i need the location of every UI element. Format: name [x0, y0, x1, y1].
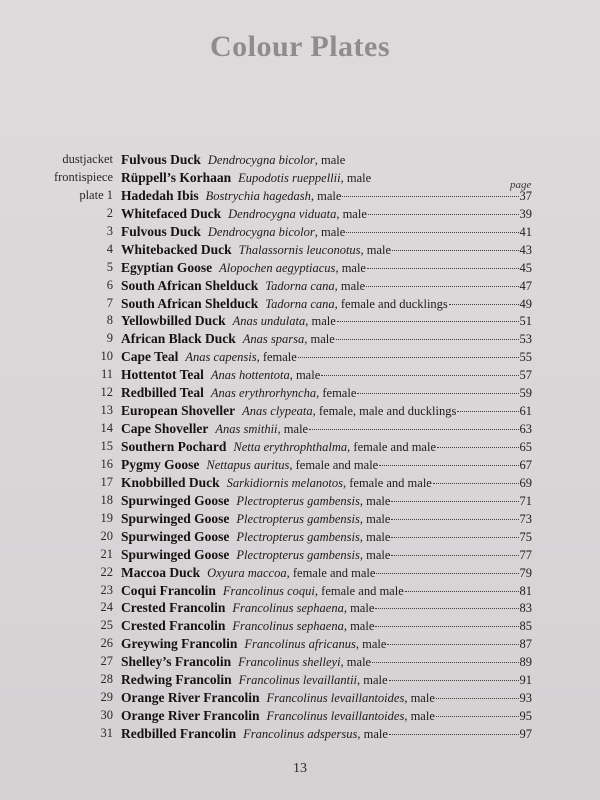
dot-leader [309, 429, 518, 430]
plate-label: 30 [100, 708, 113, 723]
dot-leader [342, 196, 518, 197]
plate-description: , male [289, 368, 321, 383]
plate-entry [0, 456, 600, 474]
common-name: Hottentot Teal [121, 367, 204, 383]
dot-leader [391, 537, 518, 538]
scientific-name: Anas capensis [185, 350, 257, 365]
plate-entry [0, 241, 600, 259]
plate-entry-text [121, 528, 532, 547]
dot-leader [389, 680, 519, 681]
plate-description: , male [357, 727, 388, 741]
page-ref: 71 [519, 493, 532, 508]
page-ref: 45 [519, 260, 532, 275]
common-name: Maccoa Duck [121, 564, 201, 580]
plate-description: , male [336, 206, 367, 221]
dot-leader [392, 250, 518, 251]
dot-leader [376, 573, 518, 574]
plate-entry-text [121, 582, 532, 601]
plate-entry [0, 223, 600, 241]
scientific-name: Thalassornis leuconotus [238, 242, 361, 257]
plate-entry [0, 635, 600, 653]
common-name: African Black Duck [121, 331, 236, 347]
scientific-name: Francolinus adspersus [243, 727, 358, 741]
plate-entry-text [121, 438, 532, 457]
plate-entry-text [121, 420, 532, 439]
scientific-name: Francolinus sephaena [232, 601, 344, 616]
scientific-name: Oxyura maccoa [207, 565, 287, 580]
plate-description: , female and ducklings [334, 296, 448, 311]
common-name: Whitebacked Duck [121, 241, 232, 257]
plate-entry [0, 492, 600, 510]
plate-entry-text [121, 223, 532, 242]
plate-entry [0, 689, 600, 707]
plate-label: 18 [100, 492, 113, 507]
plate-description: , male [355, 637, 387, 652]
scientific-name: Francolinus sephaena [232, 619, 344, 634]
dot-leader [298, 357, 519, 358]
page-ref: 43 [519, 242, 532, 257]
plate-description: , female and male [289, 457, 379, 472]
plate-label: 4 [106, 241, 113, 256]
plate-description: , male [340, 170, 372, 185]
plate-entry [0, 366, 600, 384]
plate-entry-text [121, 725, 532, 744]
scientific-name: Anas sparsa [242, 332, 305, 347]
scientific-name: Francolinus coqui [222, 583, 315, 598]
scientific-name: Nettapus auritus [206, 457, 290, 472]
dot-leader [337, 321, 519, 322]
plate-entry-text [121, 241, 532, 260]
plate-entry [0, 707, 600, 725]
page-ref: 57 [519, 368, 532, 383]
plate-entry [0, 582, 600, 600]
plate-description: , male [314, 153, 346, 167]
common-name: South African Shelduck [121, 277, 259, 293]
plate-label: 29 [100, 690, 113, 705]
page-ref: 41 [519, 224, 532, 239]
plate-description: , male [343, 619, 375, 634]
plate-entry-text [121, 689, 532, 708]
dot-leader [375, 608, 518, 609]
page-ref: 55 [519, 350, 532, 365]
scientific-name: Dendrocygna bicolor [207, 153, 315, 167]
plate-label: 5 [106, 259, 113, 274]
common-name: Orange River Francolin [121, 690, 260, 706]
plate-entry-text [121, 330, 532, 349]
plate-entry [0, 330, 600, 348]
scientific-name: Plectropterus gambensis [236, 493, 360, 508]
plate-description: , female and male [347, 440, 436, 454]
plate-label: 8 [106, 313, 113, 328]
scientific-name: Plectropterus gambensis [236, 511, 360, 526]
plate-description: , male [335, 260, 366, 275]
plate-entry [0, 205, 600, 223]
plate-entry [0, 653, 600, 671]
plate-entry [0, 295, 600, 313]
common-name: Spurwinged Goose [121, 546, 230, 562]
plate-entry-text [121, 205, 532, 224]
dot-leader [357, 393, 518, 394]
plate-entry [0, 348, 600, 366]
plate-description: , male [340, 655, 372, 670]
plate-entry [0, 725, 600, 743]
plate-description: , male [334, 278, 366, 293]
scientific-name: Dendrocygna viduata [228, 206, 337, 221]
plate-label: plate 1 [79, 187, 113, 202]
page-number: 13 [293, 761, 307, 776]
common-name: Fulvous Duck [121, 223, 201, 239]
common-name: Orange River Francolin [121, 708, 260, 724]
page-ref: 95 [519, 709, 532, 724]
plate-entry-text [121, 366, 532, 385]
scientific-name: Netta erythrophthalma [233, 440, 348, 454]
page-ref: 49 [519, 296, 532, 311]
page-title: Colour Plates [209, 30, 391, 63]
common-name: Southern Pochard [121, 439, 227, 454]
plate-entry-text [121, 384, 532, 403]
common-name: Knobbilled Duck [121, 474, 220, 490]
dot-leader [366, 286, 518, 287]
common-name: Hadedah Ibis [121, 187, 199, 203]
common-name: Spurwinged Goose [121, 510, 230, 526]
page-ref: 65 [519, 440, 532, 454]
plate-description: , male [360, 242, 392, 257]
plate-description: , male [404, 709, 435, 724]
page-ref: 37 [519, 188, 532, 203]
plate-description: , male [359, 493, 391, 508]
plate-description: , male [304, 332, 335, 347]
plate-entry-text [121, 348, 532, 367]
plate-label: 6 [106, 277, 113, 292]
dot-leader [405, 591, 519, 592]
plate-description: , male [310, 188, 342, 203]
common-name: Yellowbilled Duck [121, 313, 226, 329]
page-column-label: page [510, 179, 532, 191]
plate-label: 2 [106, 205, 113, 220]
dot-leader [436, 698, 519, 699]
page-ref: 67 [519, 457, 532, 472]
dot-leader [389, 734, 519, 735]
plate-entry-text [121, 295, 532, 314]
page-ref: 79 [519, 565, 532, 580]
common-name: European Shoveller [121, 403, 236, 419]
plate-label: dustjacket [62, 152, 113, 166]
common-name: Spurwinged Goose [121, 528, 230, 544]
plate-label: 3 [106, 223, 113, 238]
page-ref: 53 [519, 332, 532, 347]
plate-entry-text [121, 707, 532, 726]
scientific-name: Francolinus levaillantii [238, 673, 358, 688]
page-ref: 63 [519, 422, 532, 437]
plate-label: 22 [100, 564, 113, 579]
plate-description: , male [305, 314, 336, 329]
plate-label: 24 [100, 600, 113, 615]
plate-label: 14 [100, 421, 113, 436]
dot-leader [379, 465, 518, 466]
plate-entry [0, 671, 600, 689]
plate-entry [0, 564, 600, 582]
plate-entry [0, 510, 600, 528]
plate-entry [0, 151, 600, 169]
plate-description: , female and male [314, 583, 404, 598]
scientific-name: Anas smithii [215, 422, 278, 437]
dot-leader [391, 519, 518, 520]
scientific-name: Anas hottentota [210, 368, 290, 383]
dot-leader [449, 304, 519, 305]
plate-description: , male [357, 673, 388, 688]
plate-description: , female and male [286, 565, 376, 580]
dot-leader [457, 411, 518, 412]
page-ref: 51 [519, 314, 532, 329]
plate-entry-text [121, 259, 532, 278]
plate-entry-text [121, 456, 532, 475]
dot-leader [372, 662, 518, 663]
plate-label: 26 [100, 636, 113, 651]
page-ref: 75 [519, 529, 532, 544]
scientific-name: Eupodotis rueppellii [238, 170, 341, 185]
common-name: Crested Francolin [121, 600, 226, 616]
plate-description: , female [316, 386, 357, 401]
plate-entry [0, 546, 600, 564]
plate-label: 28 [100, 672, 113, 687]
plate-entry [0, 617, 600, 635]
scientific-name: Anas clypeata [242, 404, 313, 419]
plate-description: , female [256, 350, 297, 365]
dot-leader [375, 626, 518, 627]
plate-label: 7 [106, 295, 113, 310]
plate-entry [0, 312, 600, 330]
plate-label: 17 [100, 474, 113, 489]
scientific-name: Tadorna cana [265, 296, 335, 311]
plate-label: 10 [100, 349, 113, 364]
plate-entry [0, 384, 600, 402]
plate-entry-text [121, 653, 532, 672]
scientific-name: Francolinus africanus [244, 637, 356, 652]
dot-leader [346, 232, 518, 233]
plate-entry [0, 474, 600, 492]
dot-leader [336, 339, 519, 340]
common-name: Whitefaced Duck [121, 205, 222, 221]
dot-leader [368, 214, 519, 215]
plate-entry-text [121, 277, 532, 296]
page-ref: 89 [519, 655, 532, 670]
scientific-name: Plectropterus gambensis [236, 529, 360, 544]
page-ref: 87 [519, 637, 532, 652]
common-name: Redbilled Teal [121, 385, 204, 401]
scientific-name: Anas undulata [232, 314, 306, 329]
scientific-name: Sarkidiornis melanotos [226, 475, 343, 490]
dot-leader [391, 555, 518, 556]
plate-entry-text [121, 546, 532, 565]
plate-description: , male [359, 529, 391, 544]
plate-label: 9 [106, 331, 113, 346]
scientific-name: Anas erythrorhyncha [210, 386, 317, 401]
plate-label: 15 [100, 439, 113, 453]
plate-entry [0, 438, 600, 456]
plate-description: , male [314, 224, 346, 239]
common-name: South African Shelduck [121, 295, 259, 311]
page-ref: 59 [519, 386, 532, 401]
plate-entry-text [121, 169, 532, 188]
common-name: Redwing Francolin [121, 672, 232, 688]
plate-label: 23 [100, 582, 113, 597]
plate-description: , male [343, 601, 375, 616]
plate-label: 27 [100, 654, 113, 669]
plate-entry [0, 420, 600, 438]
plate-entry-text [121, 510, 532, 529]
scientific-name: Francolinus levaillantoides [266, 709, 405, 724]
dot-leader [436, 716, 519, 717]
scientific-name: Dendrocygna bicolor [207, 224, 315, 239]
plate-entry-text [121, 187, 532, 206]
plate-entry-text [121, 564, 532, 583]
common-name: Pygmy Goose [121, 456, 200, 472]
plate-label: 12 [100, 385, 113, 400]
plate-description: , male [277, 422, 309, 437]
dot-leader [433, 483, 519, 484]
plate-label: 21 [100, 546, 113, 561]
dot-leader [437, 447, 519, 448]
plate-label: 16 [100, 456, 113, 471]
page-ref: 77 [519, 547, 532, 562]
plate-label: 13 [100, 403, 113, 418]
dot-leader [387, 644, 518, 645]
page-ref: 61 [519, 404, 532, 419]
common-name: Redbilled Francolin [121, 726, 237, 741]
page-ref: 39 [519, 206, 532, 221]
plate-entry-text [121, 402, 532, 421]
plate-label: frontispiece [53, 169, 113, 184]
plate-label: 31 [100, 726, 113, 740]
scientific-name: Alopochen aegyptiacus [219, 260, 336, 275]
plate-label: 25 [100, 618, 113, 633]
common-name: Cape Shoveller [121, 421, 209, 437]
common-name: Shelley’s Francolin [121, 654, 232, 670]
plate-description: , female and male [343, 475, 432, 490]
plate-entry [0, 528, 600, 546]
dot-leader [321, 375, 518, 376]
page-ref: 91 [519, 673, 532, 688]
plate-entry [0, 169, 600, 187]
plate-entry [0, 187, 600, 205]
common-name: Egyptian Goose [121, 259, 213, 275]
common-name: Rüppell’s Korhaan [121, 169, 232, 185]
plate-entry [0, 277, 600, 295]
common-name: Coqui Francolin [121, 582, 216, 598]
plate-entry-text [121, 151, 532, 170]
plate-entry-text [121, 671, 532, 690]
common-name: Fulvous Duck [121, 152, 201, 167]
plate-entry [0, 599, 600, 617]
plate-entry [0, 259, 600, 277]
page-ref: 47 [519, 278, 532, 293]
page-ref: 73 [519, 511, 532, 526]
page-ref: 93 [519, 691, 532, 706]
plate-label: 19 [100, 510, 113, 525]
plate-entry-text [121, 635, 532, 654]
plate-label: 20 [100, 528, 113, 543]
page-ref: 69 [519, 475, 532, 490]
scientific-name: Plectropterus gambensis [236, 547, 360, 562]
scientific-name: Francolinus levaillantoides [266, 691, 405, 706]
plate-entry-text [121, 617, 532, 636]
scientific-name: Francolinus shelleyi [238, 655, 341, 670]
common-name: Cape Teal [121, 349, 179, 365]
common-name: Crested Francolin [121, 618, 226, 634]
common-name: Greywing Francolin [121, 636, 238, 652]
page-ref: 83 [519, 601, 532, 616]
page-ref: 85 [519, 619, 532, 634]
page-ref: 81 [519, 583, 532, 598]
plate-label: 11 [100, 367, 113, 382]
page-ref: 97 [519, 727, 532, 741]
common-name: Spurwinged Goose [121, 492, 230, 508]
plate-entry-text [121, 474, 532, 493]
scientific-name: Tadorna cana [265, 278, 335, 293]
dot-leader [367, 268, 519, 269]
plate-entry [0, 402, 600, 420]
plate-entry-text [121, 599, 532, 618]
plate-description: , male [359, 547, 391, 562]
plate-description: , male [359, 511, 391, 526]
dot-leader [391, 501, 518, 502]
plate-description: , male [404, 691, 435, 706]
plates-list [0, 151, 600, 743]
scientific-name: Bostrychia hagedash [205, 188, 311, 203]
plate-entry-text [121, 312, 532, 331]
plate-entry-text [121, 492, 532, 511]
plate-description: , female, male and ducklings [312, 404, 457, 419]
